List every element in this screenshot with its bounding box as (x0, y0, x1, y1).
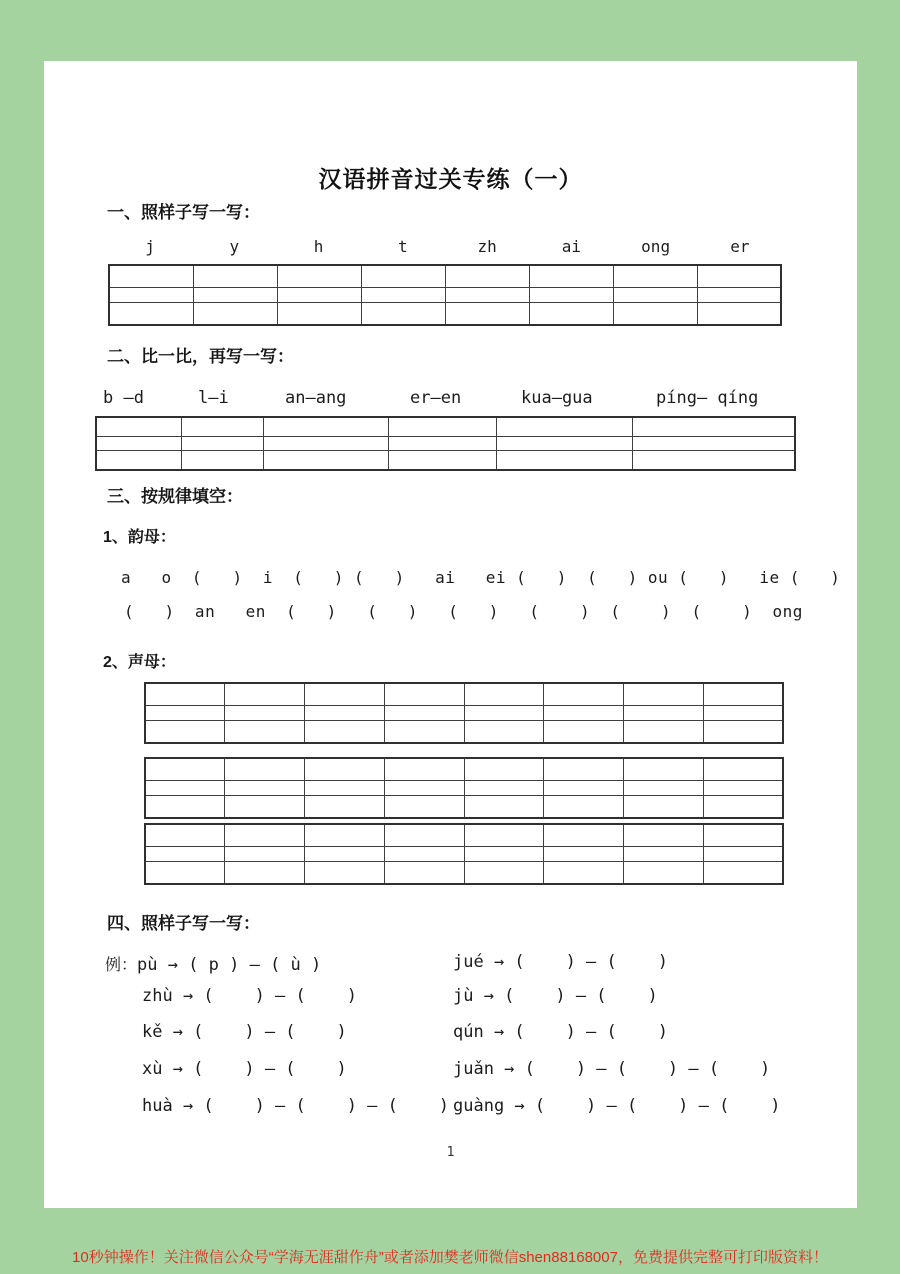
blank-cell (384, 706, 464, 721)
blank-cell (384, 796, 464, 819)
blank-cell (613, 265, 697, 288)
section4-row (44, 1059, 857, 1079)
blank-cell (703, 796, 783, 819)
blank-cell (544, 796, 624, 819)
blank-cell (277, 303, 361, 326)
blank-cell (445, 288, 529, 303)
shengmu-table-3 (144, 823, 784, 885)
blank-cell (703, 706, 783, 721)
blank-cell (384, 721, 464, 744)
blank-cell (181, 417, 264, 437)
blank-cell (703, 721, 783, 744)
blank-cell (697, 303, 781, 326)
blank-cell (697, 288, 781, 303)
blank-cell (624, 796, 704, 819)
blank-cell (96, 417, 181, 437)
blank-cell (277, 288, 361, 303)
syllable-split-right: jù → ( ) — ( ) (453, 986, 658, 1006)
syllable-split-right: qún → ( ) — ( ) (453, 1022, 668, 1042)
blank-cell (388, 417, 497, 437)
blank-cell (529, 288, 613, 303)
yunmu-label: 1、韵母： (103, 529, 176, 546)
compare-pair: l—i (198, 388, 229, 408)
page-number: 1 (446, 1145, 455, 1160)
blank-cell (225, 706, 305, 721)
syllable-split-right: jué → ( ) — ( ) (453, 952, 668, 972)
blank-cell (361, 265, 445, 288)
blank-cell (264, 450, 388, 470)
blank-cell (497, 450, 632, 470)
blank-cell (225, 862, 305, 885)
blank-cell (225, 781, 305, 796)
blank-cell (464, 758, 544, 781)
blank-cell (181, 450, 264, 470)
syllable-split-left: xù → ( ) — ( ) (142, 1059, 347, 1079)
syllable-split-left: kě → ( ) — ( ) (142, 1022, 347, 1042)
blank-cell (305, 847, 385, 862)
blank-cell (305, 824, 385, 847)
blank-cell (624, 721, 704, 744)
compare-pair: b —d (103, 388, 144, 408)
blank-cell (384, 781, 464, 796)
blank-cell (145, 758, 225, 781)
blank-cell (445, 265, 529, 288)
pinyin-letter: t (398, 237, 408, 256)
compare-pair: kua—gua (521, 388, 593, 408)
blank-cell (544, 721, 624, 744)
blank-cell (225, 847, 305, 862)
example-prefix: 例： (105, 957, 138, 974)
blank-cell (384, 683, 464, 706)
blank-cell (544, 758, 624, 781)
blank-cell (225, 758, 305, 781)
blank-cell (529, 303, 613, 326)
section2-practice-table (95, 416, 796, 471)
blank-cell (388, 450, 497, 470)
section4-row (44, 986, 857, 1006)
pinyin-letter: zh (477, 237, 497, 256)
section1-practice-table (108, 264, 782, 326)
blank-cell (225, 721, 305, 744)
blank-cell (703, 683, 783, 706)
blank-cell (632, 450, 795, 470)
blank-cell (632, 417, 795, 437)
blank-cell (264, 417, 388, 437)
blank-cell (464, 706, 544, 721)
blank-cell (305, 862, 385, 885)
page-title: 汉语拼音过关专练（一） (318, 166, 583, 192)
blank-cell (305, 706, 385, 721)
blank-cell (464, 824, 544, 847)
blank-cell (624, 706, 704, 721)
blank-cell (464, 796, 544, 819)
syllable-split-right: guàng → ( ) — ( ) — ( ) (453, 1096, 781, 1116)
blank-cell (305, 683, 385, 706)
blank-cell (109, 303, 193, 326)
blank-cell (225, 683, 305, 706)
blank-cell (109, 265, 193, 288)
blank-cell (632, 437, 795, 450)
pinyin-letter: ai (561, 237, 581, 256)
blank-cell (613, 303, 697, 326)
blank-cell (624, 824, 704, 847)
blank-cell (624, 758, 704, 781)
blank-cell (109, 288, 193, 303)
blank-cell (305, 721, 385, 744)
section1-letters-row (108, 237, 782, 256)
blank-cell (145, 683, 225, 706)
blank-cell (703, 758, 783, 781)
blank-cell (624, 847, 704, 862)
blank-cell (384, 847, 464, 862)
blank-cell (145, 781, 225, 796)
blank-cell (96, 450, 181, 470)
section2-label: 二、比一比，再写一写： (107, 347, 294, 366)
blank-cell (464, 683, 544, 706)
shengmu-label: 2、声母： (103, 654, 176, 671)
pinyin-letter: y (229, 237, 240, 256)
pinyin-letter: h (313, 237, 324, 256)
blank-cell (544, 862, 624, 885)
pinyin-letter: ong (641, 237, 671, 256)
blank-cell (384, 862, 464, 885)
blank-cell (145, 721, 225, 744)
section4-row (44, 952, 857, 975)
blank-cell (544, 706, 624, 721)
blank-cell (703, 824, 783, 847)
section2-pairs-row (44, 388, 857, 408)
blank-cell (225, 824, 305, 847)
blank-cell (497, 417, 632, 437)
blank-cell (145, 796, 225, 819)
blank-cell (225, 796, 305, 819)
yunmu-line-2: ( ) an en ( ) ( ) ( ) ( ) ( ) ( ) ong (124, 602, 803, 621)
blank-cell (697, 265, 781, 288)
compare-pair: píng— qíng (656, 388, 759, 408)
syllable-split-right: juǎn → ( ) — ( ) — ( ) (453, 1059, 771, 1079)
section3-label: 三、按规律填空： (107, 487, 243, 506)
blank-cell (305, 758, 385, 781)
pinyin-letter: er (730, 237, 750, 256)
blank-cell (703, 847, 783, 862)
blank-cell (703, 862, 783, 885)
blank-cell (388, 437, 497, 450)
blank-cell (464, 847, 544, 862)
blank-cell (544, 824, 624, 847)
blank-cell (193, 288, 277, 303)
blank-cell (264, 437, 388, 450)
blank-cell (464, 862, 544, 885)
blank-cell (277, 265, 361, 288)
blank-cell (96, 437, 181, 450)
blank-cell (145, 706, 225, 721)
worksheet-page (44, 61, 857, 1208)
footer-promo-text: 10秒钟操作！关注微信公众号“学海无涯甜作舟”或者添加樊老师微信shen88168007，免费提供完整可打印版资料！ (72, 1249, 828, 1266)
blank-cell (305, 796, 385, 819)
blank-cell (464, 721, 544, 744)
blank-cell (384, 824, 464, 847)
blank-cell (544, 683, 624, 706)
blank-cell (145, 847, 225, 862)
blank-cell (464, 781, 544, 796)
pinyin-letter: j (145, 237, 155, 256)
yunmu-line-1: a o ( ) i ( ) ( ) ai ei ( ) ( ) ou ( ) ie ( ) (121, 568, 841, 587)
shengmu-table-2 (144, 757, 784, 819)
blank-cell (497, 437, 632, 450)
section4-row (44, 1022, 857, 1042)
blank-cell (544, 847, 624, 862)
blank-cell (145, 862, 225, 885)
syllable-split-left: zhù → ( ) — ( ) (142, 986, 357, 1006)
blank-cell (361, 303, 445, 326)
blank-cell (361, 288, 445, 303)
blank-cell (193, 265, 277, 288)
section4-row (44, 1096, 857, 1116)
blank-cell (529, 265, 613, 288)
section4-label: 四、照样子写一写： (107, 914, 260, 933)
shengmu-table-1 (144, 682, 784, 744)
blank-cell (544, 781, 624, 796)
blank-cell (624, 683, 704, 706)
compare-pair: an—ang (285, 388, 347, 408)
syllable-split-left: 例：pù → ( p ) — ( ù ) (105, 955, 322, 975)
compare-pair: er—en (410, 388, 462, 408)
section1-label: 一、照样子写一写： (107, 203, 260, 222)
blank-cell (624, 781, 704, 796)
blank-cell (624, 862, 704, 885)
syllable-split-left: huà → ( ) — ( ) — ( ) (142, 1096, 450, 1116)
blank-cell (305, 781, 385, 796)
blank-cell (613, 288, 697, 303)
blank-cell (145, 824, 225, 847)
blank-cell (445, 303, 529, 326)
blank-cell (181, 437, 264, 450)
blank-cell (384, 758, 464, 781)
blank-cell (703, 781, 783, 796)
blank-cell (193, 303, 277, 326)
